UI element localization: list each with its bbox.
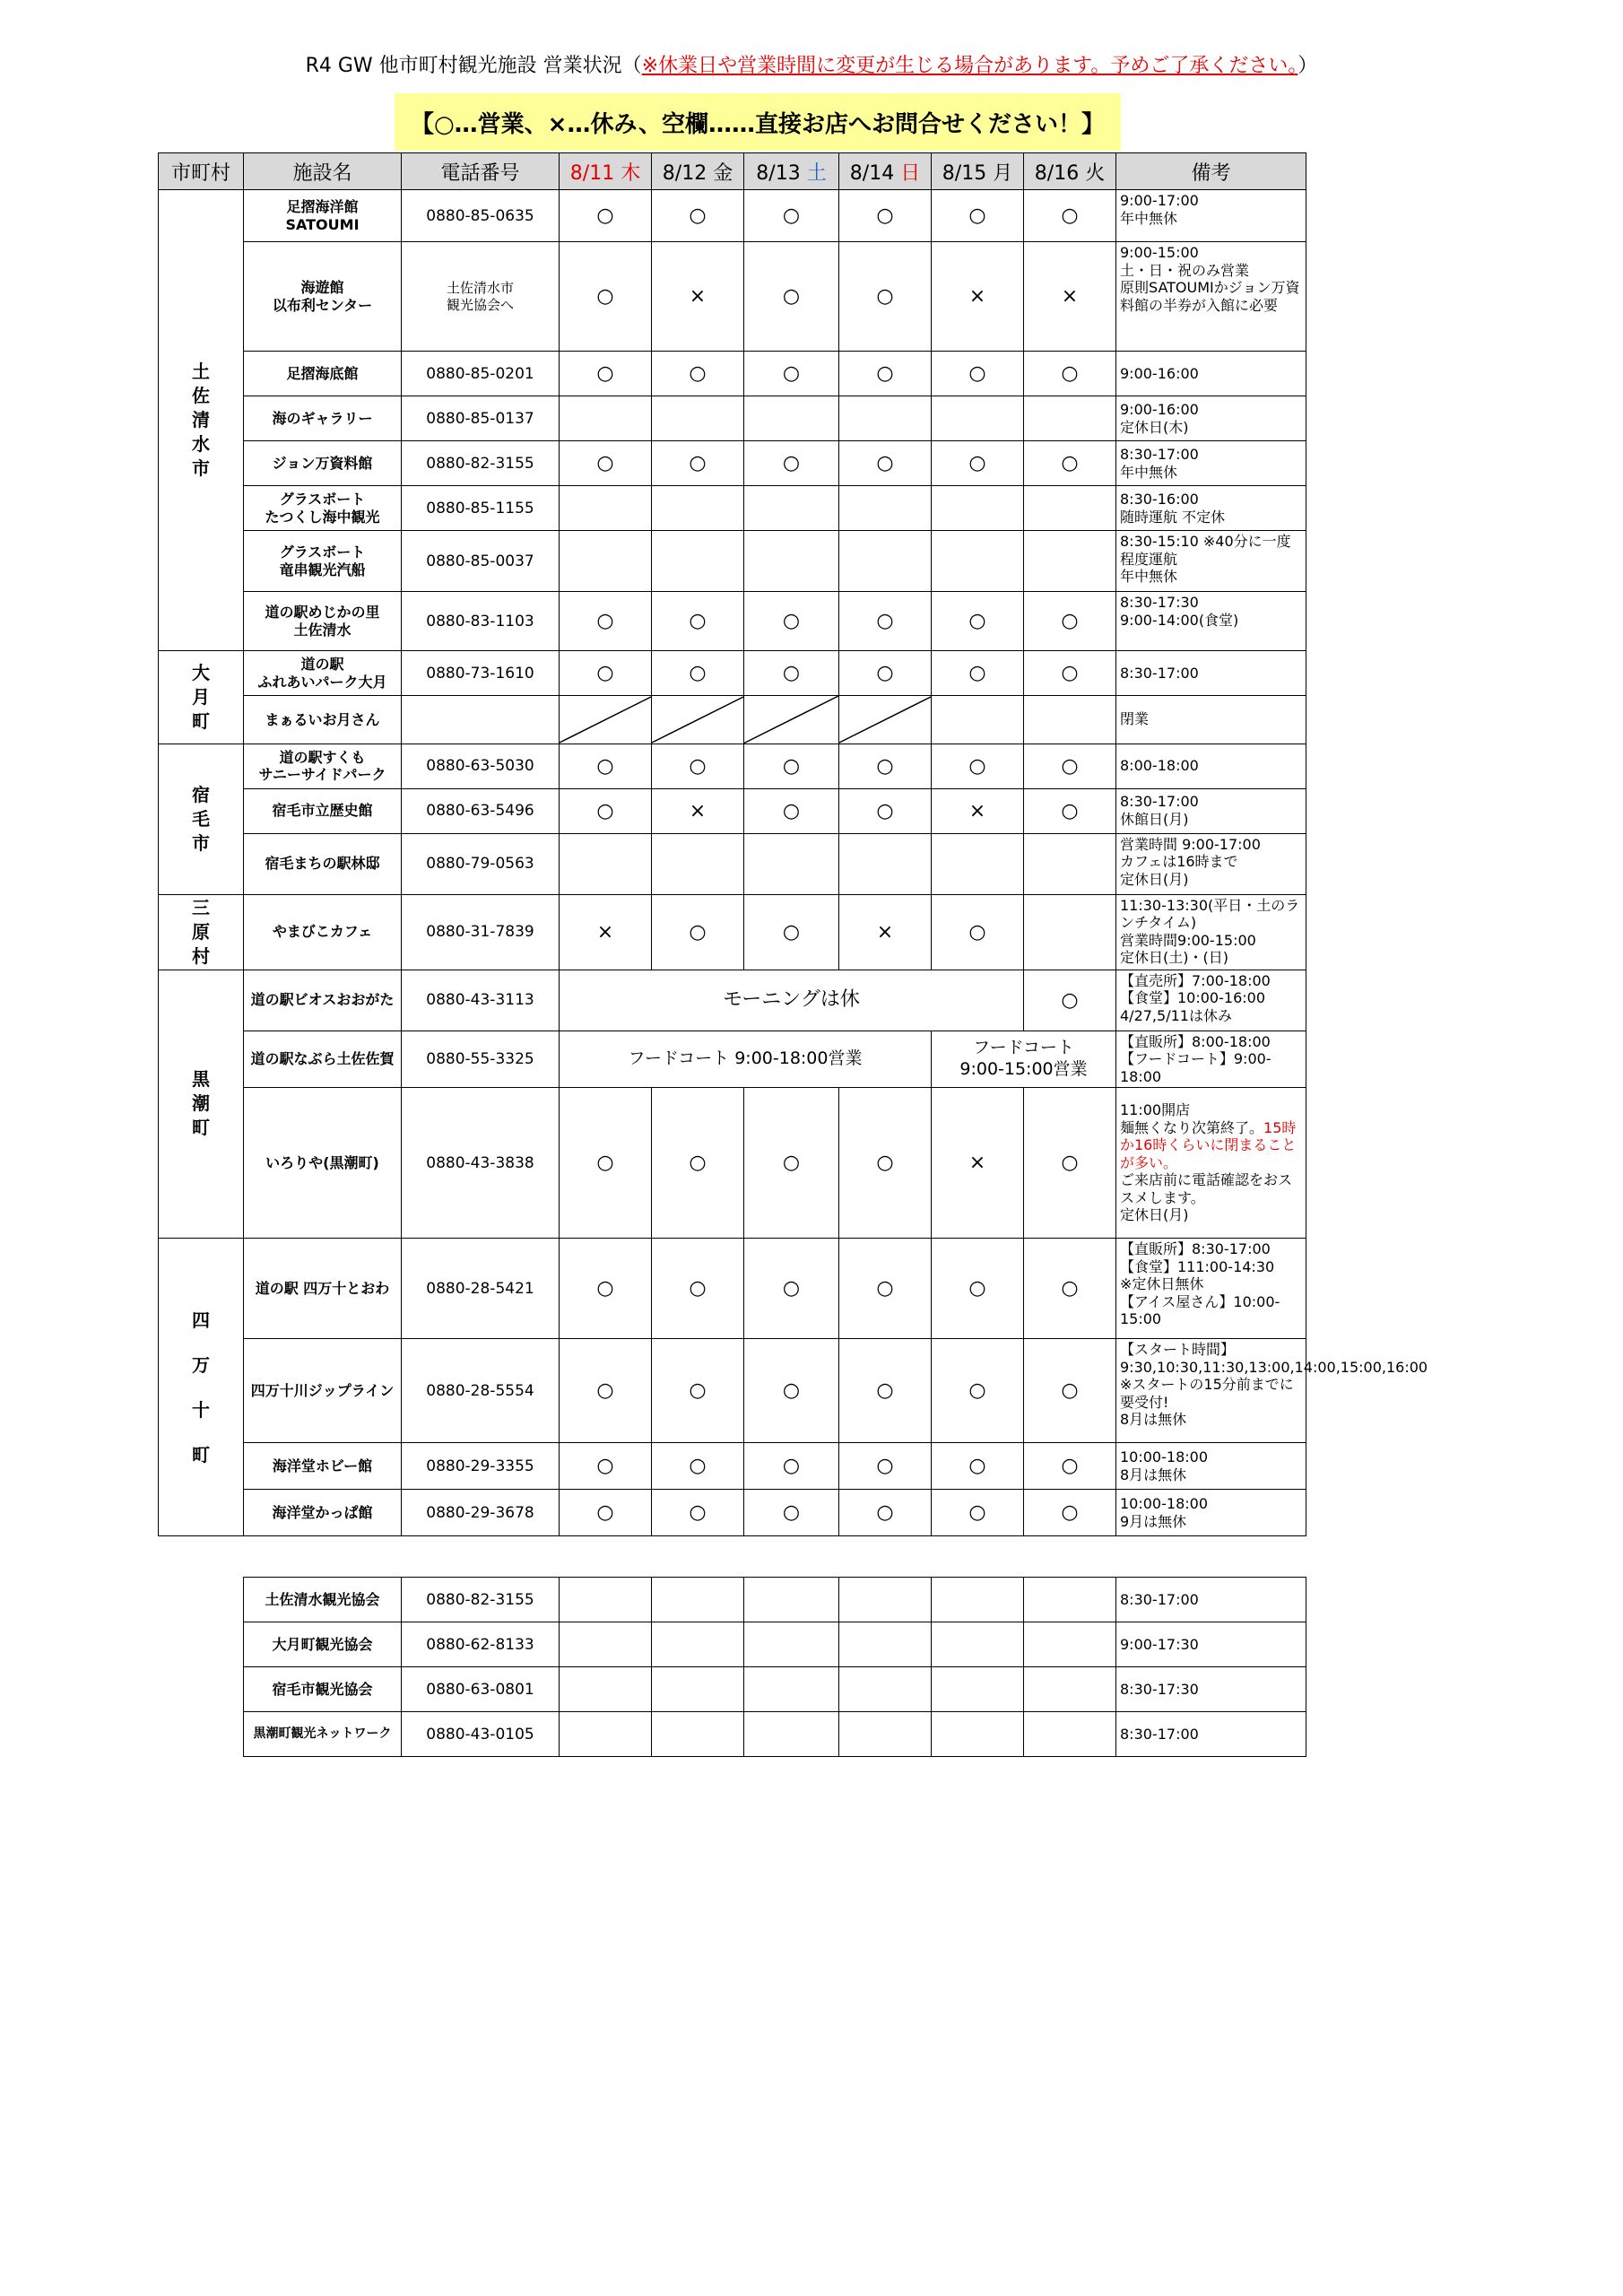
municipality-char: 土 bbox=[192, 361, 210, 382]
status-mark: ○ bbox=[839, 651, 932, 696]
municipality-char: 大 bbox=[192, 661, 210, 683]
facility-name: 宿毛市立歴史館 bbox=[244, 788, 402, 833]
status-mark: ○ bbox=[839, 1339, 932, 1443]
phone-number: 0880-28-5421 bbox=[402, 1239, 560, 1339]
status-mark: ○ bbox=[839, 352, 932, 396]
facility-name: 道の駅ビオスおおがた bbox=[244, 970, 402, 1031]
phone-number: 0880-82-3155 bbox=[402, 441, 560, 486]
facility-name: ジョン万資料館 bbox=[244, 441, 402, 486]
status-mark: ○ bbox=[560, 1490, 652, 1536]
status-mark: × bbox=[652, 788, 744, 833]
status-mark: ○ bbox=[560, 592, 652, 651]
status-mark: × bbox=[932, 788, 1024, 833]
municipality-char: 清 bbox=[192, 409, 210, 430]
food-court-hours: フードコート 9:00-18:00営業 bbox=[560, 1031, 932, 1088]
remarks: 8:30-15:10 ※40分に一度程度運航 年中無休 bbox=[1116, 531, 1306, 592]
status-mark bbox=[744, 1667, 839, 1712]
facility-name: 道の駅すくも サニーサイドパーク bbox=[244, 744, 402, 788]
status-mark: ○ bbox=[932, 441, 1024, 486]
facility-name: 海洋堂かっぱ館 bbox=[244, 1490, 402, 1536]
status-mark: ○ bbox=[1024, 1443, 1116, 1490]
phone-number: 0880-85-1155 bbox=[402, 486, 560, 531]
page-title: R4 GW 他市町村観光施設 営業状況（※休業日や営業時間に変更が生じる場合があります。予めご了承ください。） bbox=[305, 55, 1318, 77]
table-row bbox=[159, 1339, 1306, 1443]
remarks: 8:30-16:00 随時運航 不定休 bbox=[1116, 486, 1306, 531]
status-mark: ○ bbox=[932, 651, 1024, 696]
status-mark: ○ bbox=[932, 894, 1024, 970]
status-mark: ○ bbox=[1024, 1239, 1116, 1339]
status-mark bbox=[652, 1712, 744, 1757]
status-mark bbox=[932, 1578, 1024, 1622]
phone-number: 0880-43-3838 bbox=[402, 1088, 560, 1239]
status-mark: ○ bbox=[744, 592, 839, 651]
status-mark: ○ bbox=[839, 744, 932, 788]
remarks: 8:00-18:00 bbox=[1116, 744, 1306, 788]
status-mark: ○ bbox=[839, 1490, 932, 1536]
phone-number: 0880-85-0635 bbox=[402, 190, 560, 242]
table-row bbox=[159, 396, 1306, 441]
phone-number: 0880-31-7839 bbox=[402, 894, 560, 970]
facility-name: 道の駅なぶら土佐佐賀 bbox=[244, 1031, 402, 1088]
municipality-char: 市 bbox=[192, 831, 210, 854]
table-row bbox=[159, 1490, 1306, 1536]
status-mark: ○ bbox=[1024, 352, 1116, 396]
municipality-sukumo bbox=[159, 744, 244, 894]
facility-status-table bbox=[158, 152, 1428, 1536]
municipality-char: 四 bbox=[192, 1309, 210, 1331]
status-mark bbox=[932, 486, 1024, 531]
status-mark bbox=[1024, 894, 1116, 970]
table-row bbox=[159, 970, 1306, 1031]
municipality-char: 佐 bbox=[192, 385, 210, 406]
table-row bbox=[159, 592, 1306, 651]
status-mark: ○ bbox=[652, 441, 744, 486]
status-mark: ○ bbox=[744, 1339, 839, 1443]
status-mark bbox=[839, 396, 932, 441]
status-mark bbox=[839, 486, 932, 531]
header-day-5: 8/15 月 bbox=[932, 153, 1024, 190]
food-court-hours-short: フードコート 9:00-15:00営業 bbox=[932, 1031, 1116, 1088]
table-row bbox=[159, 441, 1306, 486]
phone-number: 0880-29-3355 bbox=[402, 1443, 560, 1490]
phone-number: 0880-79-0563 bbox=[402, 833, 560, 894]
status-mark: × bbox=[932, 242, 1024, 352]
status-mark: ○ bbox=[560, 651, 652, 696]
association-row bbox=[244, 1667, 1306, 1712]
association-name: 土佐清水観光協会 bbox=[244, 1578, 402, 1622]
closed-slash bbox=[839, 696, 932, 744]
status-mark: ○ bbox=[744, 1239, 839, 1339]
municipality-char: 村 bbox=[192, 944, 210, 967]
status-mark: ○ bbox=[560, 1088, 652, 1239]
status-mark: ○ bbox=[1024, 1339, 1116, 1443]
remarks: 8:30-17:00 休館日(月) bbox=[1116, 788, 1306, 833]
facility-name: グラスボート 竜串観光汽船 bbox=[244, 531, 402, 592]
status-mark: ○ bbox=[839, 1443, 932, 1490]
status-mark: × bbox=[839, 894, 932, 970]
status-mark bbox=[839, 1712, 932, 1757]
facility-name: 道の駅 ふれあいパーク大月 bbox=[244, 651, 402, 696]
phone-number: 0880-55-3325 bbox=[402, 1031, 560, 1088]
status-mark: ○ bbox=[744, 744, 839, 788]
phone-number: 0880-28-5554 bbox=[402, 1339, 560, 1443]
status-mark: ○ bbox=[652, 1339, 744, 1443]
status-mark: ○ bbox=[560, 441, 652, 486]
status-mark bbox=[652, 1622, 744, 1667]
header-day-2: 8/12 金 bbox=[652, 153, 744, 190]
status-mark: ○ bbox=[1024, 1088, 1116, 1239]
remarks: 8:30-17:30 9:00-14:00(食堂) bbox=[1116, 592, 1306, 651]
status-mark bbox=[744, 1622, 839, 1667]
status-mark bbox=[744, 1712, 839, 1757]
status-mark: ○ bbox=[744, 788, 839, 833]
status-mark bbox=[560, 486, 652, 531]
status-mark bbox=[652, 531, 744, 592]
status-mark: ○ bbox=[652, 651, 744, 696]
status-mark: ○ bbox=[932, 190, 1024, 242]
facility-name: 海洋堂ホビー館 bbox=[244, 1443, 402, 1490]
remarks: 8:30-17:00 bbox=[1116, 1578, 1306, 1622]
facility-name: まぁるいお月さん bbox=[244, 696, 402, 744]
phone-number: 0880-73-1610 bbox=[402, 651, 560, 696]
status-mark: ○ bbox=[932, 1490, 1024, 1536]
status-mark: ○ bbox=[652, 592, 744, 651]
status-mark bbox=[560, 1622, 652, 1667]
association-row bbox=[244, 1712, 1306, 1757]
status-mark: ○ bbox=[1024, 1490, 1116, 1536]
remarks: 10:00-18:00 9月は無休 bbox=[1116, 1490, 1306, 1536]
title-warning: ※休業日や営業時間に変更が生じる場合があります。予めご了承ください。 bbox=[641, 55, 1298, 77]
header-facility: 施設名 bbox=[244, 153, 402, 190]
phone-number: 0880-43-3113 bbox=[402, 970, 560, 1031]
status-mark: ○ bbox=[560, 1239, 652, 1339]
municipality-tosashimizu bbox=[159, 190, 244, 651]
status-mark bbox=[744, 486, 839, 531]
header-day-4: 8/14 日 bbox=[839, 153, 932, 190]
association-name: 黒潮町観光ネットワーク bbox=[244, 1712, 402, 1757]
municipality-shimanto bbox=[159, 1239, 244, 1536]
phone-number: 0880-63-5496 bbox=[402, 788, 560, 833]
header-day-1: 8/11 木 bbox=[560, 153, 652, 190]
municipality-char: 万 bbox=[192, 1353, 210, 1376]
status-mark: ○ bbox=[932, 352, 1024, 396]
table-row bbox=[159, 1088, 1306, 1239]
phone-number: 0880-63-0801 bbox=[402, 1667, 560, 1712]
status-mark: ○ bbox=[744, 1443, 839, 1490]
status-mark bbox=[932, 531, 1024, 592]
status-mark bbox=[652, 396, 744, 441]
phone-number: 0880-82-3155 bbox=[402, 1578, 560, 1622]
status-mark: ○ bbox=[744, 1490, 839, 1536]
municipality-otsuki bbox=[159, 651, 244, 744]
table-row bbox=[159, 788, 1306, 833]
status-mark bbox=[839, 531, 932, 592]
phone-number: 0880-85-0201 bbox=[402, 352, 560, 396]
facility-name: 足摺海底館 bbox=[244, 352, 402, 396]
status-mark bbox=[560, 396, 652, 441]
status-mark bbox=[932, 396, 1024, 441]
remarks: 11:30-13:30(平日・土のランチタイム) 営業時間9:00-15:00 定休日(土)・(日) bbox=[1116, 894, 1306, 970]
remarks: 閉業 bbox=[1116, 696, 1306, 744]
table-row bbox=[159, 894, 1306, 970]
status-mark bbox=[652, 833, 744, 894]
facility-name: 海のギャラリー bbox=[244, 396, 402, 441]
status-mark: ○ bbox=[839, 1239, 932, 1339]
municipality-char: 町 bbox=[192, 1117, 210, 1139]
phone-number: 土佐清水市 観光協会へ bbox=[402, 242, 560, 352]
status-mark: ○ bbox=[932, 1339, 1024, 1443]
municipality-kuroshio bbox=[159, 970, 244, 1239]
closed-slash bbox=[652, 696, 744, 744]
status-mark bbox=[1024, 396, 1116, 441]
status-mark bbox=[1024, 1712, 1116, 1757]
status-mark bbox=[652, 1667, 744, 1712]
status-mark: ○ bbox=[744, 651, 839, 696]
status-mark bbox=[839, 1578, 932, 1622]
status-mark: ○ bbox=[744, 441, 839, 486]
status-mark bbox=[652, 1578, 744, 1622]
status-mark: ○ bbox=[1024, 651, 1116, 696]
status-mark: ○ bbox=[1024, 970, 1116, 1031]
municipality-char: 三 bbox=[192, 896, 210, 918]
remarks: 10:00-18:00 8月は無休 bbox=[1116, 1443, 1306, 1490]
table-row bbox=[159, 352, 1306, 396]
table-row bbox=[159, 696, 1306, 744]
association-name: 大月町観光協会 bbox=[244, 1622, 402, 1667]
status-mark: ○ bbox=[932, 1443, 1024, 1490]
phone-number: 0880-43-0105 bbox=[402, 1712, 560, 1757]
status-mark: ○ bbox=[560, 242, 652, 352]
remarks: 8:30-17:30 bbox=[1116, 1667, 1306, 1712]
remarks: 営業時間 9:00-17:00 カフェは16時まで 定休日(月) bbox=[1116, 833, 1306, 894]
status-mark: ○ bbox=[1024, 190, 1116, 242]
status-mark bbox=[839, 833, 932, 894]
municipality-char: 十 bbox=[192, 1398, 210, 1421]
status-mark: ○ bbox=[839, 441, 932, 486]
status-mark: ○ bbox=[560, 352, 652, 396]
status-mark: × bbox=[652, 242, 744, 352]
status-mark: ○ bbox=[744, 1088, 839, 1239]
status-mark: ○ bbox=[932, 1239, 1024, 1339]
status-mark: ○ bbox=[839, 1088, 932, 1239]
status-mark: × bbox=[932, 1088, 1024, 1239]
status-mark: ○ bbox=[1024, 592, 1116, 651]
facility-name: やまびこカフェ bbox=[244, 894, 402, 970]
remarks: 8:30-17:00 年中無休 bbox=[1116, 441, 1306, 486]
remarks-warning: 15時か16時くらいに閉まることが多い。 bbox=[1120, 1118, 1297, 1171]
status-mark bbox=[560, 1667, 652, 1712]
status-mark: ○ bbox=[652, 744, 744, 788]
status-mark: ○ bbox=[839, 190, 932, 242]
status-mark: ○ bbox=[932, 592, 1024, 651]
status-mark: ○ bbox=[652, 1490, 744, 1536]
status-mark: ○ bbox=[744, 242, 839, 352]
phone-number: 0880-83-1103 bbox=[402, 592, 560, 651]
status-mark: ○ bbox=[652, 352, 744, 396]
status-mark: ○ bbox=[560, 788, 652, 833]
status-mark bbox=[839, 1622, 932, 1667]
remarks: 9:00-16:00 定休日(木) bbox=[1116, 396, 1306, 441]
status-mark bbox=[932, 1622, 1024, 1667]
status-mark bbox=[560, 1712, 652, 1757]
status-mark bbox=[1024, 833, 1116, 894]
status-mark: ○ bbox=[652, 1239, 744, 1339]
status-mark: ○ bbox=[932, 744, 1024, 788]
phone-number bbox=[402, 696, 560, 744]
table-row bbox=[159, 1031, 1306, 1088]
status-mark: ○ bbox=[652, 894, 744, 970]
status-mark: ○ bbox=[560, 744, 652, 788]
municipality-char: 宿 bbox=[192, 783, 210, 805]
table-row bbox=[159, 190, 1306, 242]
table-row bbox=[159, 486, 1306, 531]
remarks: 8:30-17:00 bbox=[1116, 651, 1306, 696]
table-row bbox=[159, 1239, 1306, 1339]
remarks: 9:00-15:00 土・日・祝のみ営業 原則SATOUMIかジョン万資料館の半券が入館に必要 bbox=[1116, 242, 1306, 352]
status-mark: × bbox=[560, 894, 652, 970]
remarks: 【直販所】8:30-17:00 【食堂】111:00-14:30 ※定休日無休 【アイス屋さん】10:00-15:00 bbox=[1116, 1239, 1306, 1339]
status-mark: ○ bbox=[652, 1443, 744, 1490]
header-day-3: 8/13 土 bbox=[744, 153, 839, 190]
status-mark: ○ bbox=[560, 190, 652, 242]
municipality-mihara bbox=[159, 894, 244, 970]
phone-number: 0880-85-0037 bbox=[402, 531, 560, 592]
status-mark: × bbox=[1024, 242, 1116, 352]
status-mark: ○ bbox=[839, 242, 932, 352]
header-muni: 市町村 bbox=[159, 153, 244, 190]
status-mark bbox=[1024, 1622, 1116, 1667]
municipality-char: 水 bbox=[192, 433, 210, 455]
facility-name: 宿毛まちの駅林邸 bbox=[244, 833, 402, 894]
remarks: 【直売所】7:00-18:00 【食堂】10:00-16:00 4/27,5/11は休み bbox=[1116, 970, 1306, 1031]
status-mark bbox=[560, 531, 652, 592]
status-mark: ○ bbox=[744, 352, 839, 396]
status-mark: ○ bbox=[560, 1443, 652, 1490]
facility-name: 道の駅めじかの里 土佐清水 bbox=[244, 592, 402, 651]
header-day-6: 8/16 火 bbox=[1024, 153, 1116, 190]
facility-name: 道の駅 四万十とおわ bbox=[244, 1239, 402, 1339]
status-mark bbox=[652, 486, 744, 531]
municipality-char: 月 bbox=[192, 685, 210, 708]
legend-banner: 【○…営業、×…休み、空欄……直接お店へお問合せください！】 bbox=[395, 93, 1121, 151]
facility-name: 四万十川ジップライン bbox=[244, 1339, 402, 1443]
status-mark: ○ bbox=[744, 894, 839, 970]
status-mark bbox=[560, 833, 652, 894]
table-row bbox=[159, 833, 1306, 894]
status-mark: ○ bbox=[744, 190, 839, 242]
status-mark bbox=[744, 833, 839, 894]
facility-name: 海遊館 以布利センター bbox=[244, 242, 402, 352]
municipality-char: 町 bbox=[192, 1443, 210, 1465]
status-mark bbox=[1024, 486, 1116, 531]
remarks: 【スタート時間】 9:30,10:30,11:30,13:00,14:00,15:00,16:00 ※スタートの15分前までに要受付! 8月は無休 bbox=[1116, 1339, 1306, 1443]
remarks: 11:00開店 麺無くなり次第終了。15時か16時くらいに閉まることが多い。 ご来店前に電話確認をおススメします。 定休日(月) bbox=[1116, 1088, 1306, 1239]
status-mark bbox=[1024, 696, 1116, 744]
remarks: 【直販所】8:00-18:00 【フードコート】9:00-18:00 bbox=[1116, 1031, 1306, 1088]
association-table bbox=[243, 1577, 1306, 1757]
header-row bbox=[159, 153, 1306, 190]
status-mark bbox=[744, 1578, 839, 1622]
status-mark bbox=[932, 833, 1024, 894]
header-phone: 電話番号 bbox=[402, 153, 560, 190]
phone-number: 0880-85-0137 bbox=[402, 396, 560, 441]
status-mark bbox=[560, 1578, 652, 1622]
status-mark: ○ bbox=[652, 190, 744, 242]
table-row bbox=[159, 531, 1306, 592]
facility-name: いろりや(黒潮町) bbox=[244, 1088, 402, 1239]
remarks: 9:00-17:00 年中無休 bbox=[1116, 190, 1306, 242]
closed-slash bbox=[744, 696, 839, 744]
status-mark bbox=[932, 1712, 1024, 1757]
status-mark bbox=[932, 1667, 1024, 1712]
status-mark: ○ bbox=[652, 1088, 744, 1239]
phone-number: 0880-63-5030 bbox=[402, 744, 560, 788]
closure-note: モーニングは休 bbox=[560, 970, 1024, 1031]
table-row bbox=[159, 1443, 1306, 1490]
table-row bbox=[159, 651, 1306, 696]
municipality-char: 市 bbox=[192, 457, 210, 479]
municipality-char: 毛 bbox=[192, 807, 210, 830]
status-mark bbox=[1024, 1578, 1116, 1622]
municipality-char: 原 bbox=[192, 920, 210, 943]
municipality-char: 潮 bbox=[192, 1092, 210, 1115]
table-row bbox=[159, 744, 1306, 788]
status-mark: ○ bbox=[839, 592, 932, 651]
remarks: 9:00-16:00 bbox=[1116, 352, 1306, 396]
status-mark bbox=[1024, 531, 1116, 592]
remarks: 9:00-17:30 bbox=[1116, 1622, 1306, 1667]
association-row bbox=[244, 1622, 1306, 1667]
municipality-char: 黒 bbox=[192, 1068, 210, 1091]
status-mark bbox=[744, 531, 839, 592]
status-mark: ○ bbox=[560, 1339, 652, 1443]
status-mark bbox=[744, 396, 839, 441]
facility-name: グラスボート たつくし海中観光 bbox=[244, 486, 402, 531]
status-mark bbox=[839, 1667, 932, 1712]
status-mark: ○ bbox=[1024, 744, 1116, 788]
facility-name: 足摺海洋館 SATOUMI bbox=[244, 190, 402, 242]
remarks: 8:30-17:00 bbox=[1116, 1712, 1306, 1757]
phone-number: 0880-62-8133 bbox=[402, 1622, 560, 1667]
association-row bbox=[244, 1578, 1306, 1622]
municipality-char: 町 bbox=[192, 709, 210, 732]
header-notes: 備考 bbox=[1116, 153, 1306, 190]
table-row bbox=[159, 242, 1306, 352]
status-mark: ○ bbox=[1024, 441, 1116, 486]
status-mark bbox=[1024, 1667, 1116, 1712]
association-name: 宿毛市観光協会 bbox=[244, 1667, 402, 1712]
status-mark bbox=[932, 696, 1024, 744]
status-mark: ○ bbox=[839, 788, 932, 833]
status-mark: ○ bbox=[1024, 788, 1116, 833]
closed-slash bbox=[560, 696, 652, 744]
phone-number: 0880-29-3678 bbox=[402, 1490, 560, 1536]
